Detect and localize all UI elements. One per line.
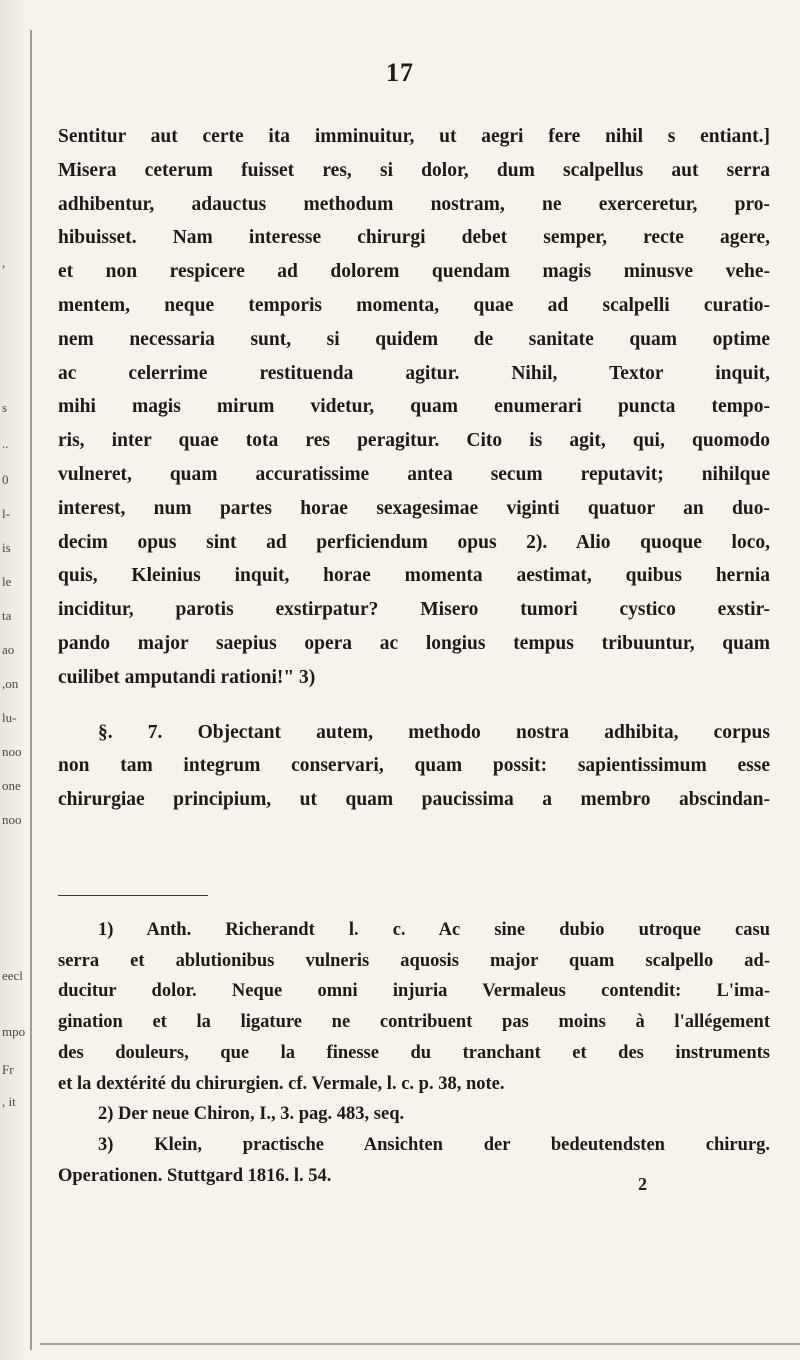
footnote-line: Operationen. Stuttgard 1816. l. 54.	[58, 1165, 332, 1186]
text-line: quis, Kleinius inquit, horae momenta aestimat, quibus hernia	[58, 565, 770, 587]
footnote-line: 1) Anth. Richerandt l. c. Ac sine dubio utroque casu	[98, 920, 770, 940]
footnote-line: serra et ablutionibus vulneris aquosis major quam scalpello ad-	[58, 950, 770, 971]
edge-fragment: mpo	[2, 1024, 26, 1039]
text-line: Misera ceterum fuisset res, si dolor, dum scalpellus aut serra	[58, 159, 770, 181]
footnote-line: 2) Der neue Chiron, I., 3. pag. 483, seq.	[98, 1104, 405, 1125]
text-line: ris, inter quae tota res peragitur. Cito is agit, qui, quomodo	[58, 430, 770, 452]
signature-mark: 2	[638, 1174, 647, 1194]
page-number: 17	[386, 58, 414, 87]
text-line: cuilibet amputandi rationi!" 3)	[58, 666, 316, 688]
edge-fragment: noo	[2, 812, 22, 827]
text-line: et non respicere ad dolorem quendam magis minusve vehe-	[58, 261, 770, 283]
edge-fragment: ao	[2, 642, 15, 657]
edge-fragment: eecl	[2, 968, 23, 983]
edge-fragment: 0	[2, 472, 9, 487]
footnote-line: gination et la ligature ne contribuent pas moins à l'allégement	[58, 1012, 770, 1033]
main-text-block	[58, 120, 770, 817]
text-line: adhibentur, adauctus methodum nostram, ne exerceretur, pro-	[58, 193, 770, 215]
section-line: chirurgiae principium, ut quam paucissima a membro abscindan-	[58, 789, 770, 811]
edge-fragment: ,	[2, 255, 6, 270]
edge-fragment: l-	[2, 506, 10, 521]
edge-fragment: Fr	[2, 1062, 14, 1077]
edge-fragment: noo	[2, 744, 22, 759]
text-line: pando major saepius opera ac longius tempus tribuuntur, quam	[58, 632, 770, 654]
text-line: nem necessaria sunt, si quidem de sanitate quam optime	[58, 328, 770, 350]
text-line: mentem, neque temporis momenta, quae ad scalpelli curatio-	[58, 294, 770, 316]
text-line: hibuisset. Nam interesse chirurgi debet semper, recte agere,	[58, 227, 770, 249]
edge-fragment: ,on	[2, 676, 19, 691]
footnote-separator	[58, 895, 208, 896]
edge-fragment: is	[2, 540, 11, 555]
edge-fragment: one	[2, 778, 21, 793]
footnote-line: ducitur dolor. Neque omni injuria Vermaleus contendit: L'ima-	[58, 981, 770, 1002]
section-line: non tam integrum conservari, quam possit: sapientissimum esse	[58, 755, 770, 777]
edge-fragment: , it	[2, 1094, 16, 1109]
footnote-line: 3) Klein, practische Ansichten der bedeutendsten chirurg.	[98, 1134, 770, 1155]
text-line: decim opus sint ad perficiendum opus 2). Alio quoque loco,	[58, 531, 770, 553]
footnotes-block	[58, 915, 770, 1191]
text-line: interest, num partes horae sexagesimae viginti quatuor an duo-	[58, 497, 770, 519]
edge-fragment: ta	[2, 608, 12, 623]
paragraph-gap	[58, 695, 770, 716]
text-line: ac celerrime restituenda agitur. Nihil, Textor inquit,	[58, 362, 770, 384]
edge-fragment: s	[2, 400, 8, 415]
text-line: vulneret, quam accuratissime antea secum reputavit; nihilque	[58, 463, 770, 485]
edge-fragment: le	[2, 574, 12, 589]
gutter-line	[30, 30, 32, 1350]
footnote-line: et la dextérité du chirurgien. cf. Vermale, l. c. p. 38, note.	[58, 1073, 505, 1094]
section-line: §. 7. Objectant autem, methodo nostra adhibita, corpus	[98, 721, 770, 743]
text-line: mihi magis mirum videtur, quam enumerari puncta tempo-	[58, 396, 770, 418]
footnote-line: des douleurs, que la finesse du tranchant et des instruments	[58, 1042, 770, 1063]
bottom-rule	[40, 1343, 800, 1345]
edge-fragment: lu-	[2, 710, 17, 725]
edge-fragment: ..	[2, 436, 9, 451]
text-line: Sentitur aut certe ita imminuitur, ut aegri fere nihil s entiant.]	[58, 126, 770, 147]
text-line: inciditur, parotis exstirpatur? Misero tumori cystico exstir-	[58, 599, 770, 621]
